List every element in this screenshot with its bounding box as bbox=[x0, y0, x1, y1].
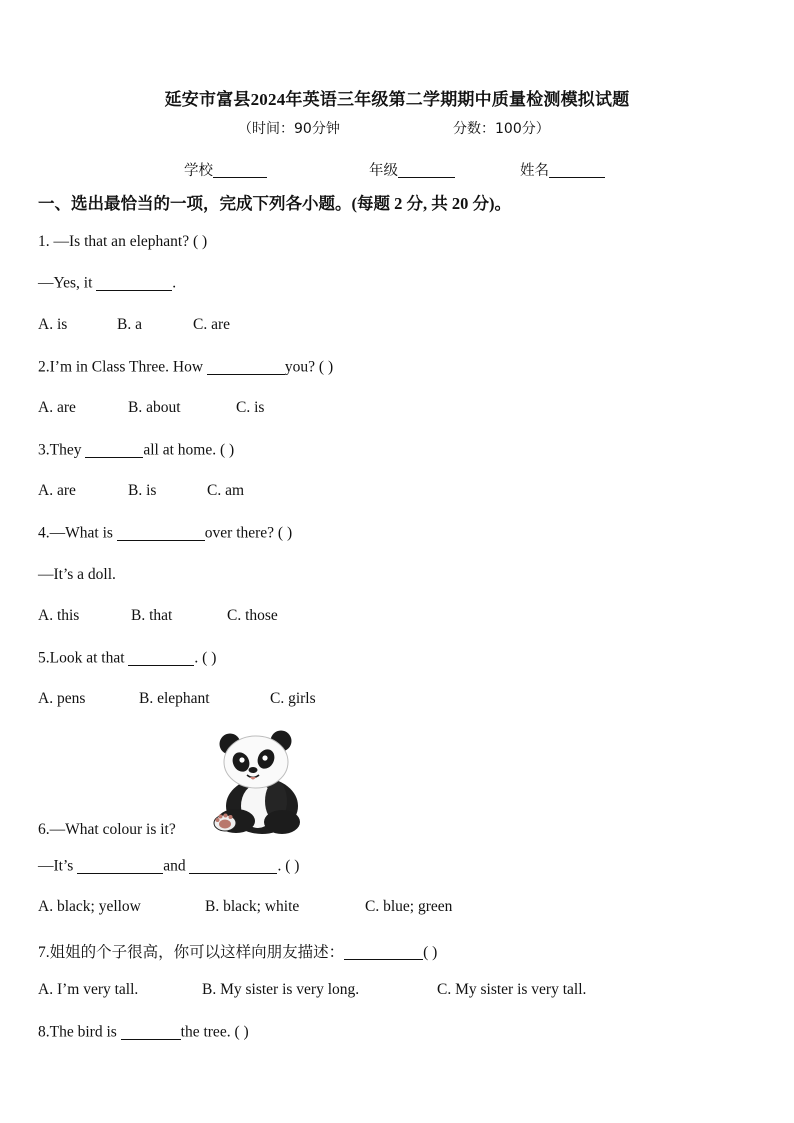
section-title: 一、选出最恰当的一项，完成下列各小题。(每题 2 分, 共 20 分)。 bbox=[38, 194, 511, 213]
page-title: 延安市富县2024年英语三年级第二学期期中质量检测模拟试题 bbox=[164, 90, 630, 109]
school-blank bbox=[213, 163, 267, 179]
question-3: 3.They all at home. ( ) bbox=[38, 441, 235, 459]
option-a: A. I’m very tall. bbox=[38, 981, 139, 998]
option-b: B. about bbox=[128, 399, 181, 416]
grade-field bbox=[369, 159, 455, 180]
panda-icon bbox=[208, 724, 308, 839]
name-label: 姓名 bbox=[520, 163, 549, 179]
answer-blank bbox=[77, 857, 163, 874]
answer-blank bbox=[121, 1023, 181, 1040]
option-b: B. My sister is very long. bbox=[202, 981, 360, 998]
question-1-answer-line: —Yes, it . bbox=[38, 274, 177, 292]
option-a: A. pens bbox=[38, 690, 86, 707]
option-c: C. am bbox=[207, 482, 245, 499]
option-a: A. are bbox=[38, 399, 76, 416]
name-blank bbox=[549, 163, 605, 179]
option-a: A. are bbox=[38, 482, 76, 499]
option-b: B. a bbox=[117, 316, 142, 333]
option-a: A. black; yellow bbox=[38, 898, 141, 915]
grade-blank bbox=[398, 163, 455, 179]
question-6: 6.—What colour is it? bbox=[38, 821, 176, 838]
school-field bbox=[184, 159, 267, 180]
question-1: 1. —Is that an elephant? ( ) bbox=[38, 233, 208, 250]
option-c: C. are bbox=[193, 316, 231, 333]
school-label: 学校 bbox=[184, 163, 213, 179]
option-b: B. that bbox=[131, 607, 173, 624]
answer-blank bbox=[85, 441, 143, 458]
exam-score: 分数：100分） bbox=[453, 121, 550, 137]
answer-blank bbox=[344, 944, 423, 961]
question-6-answer-line: —It’s and . ( ) bbox=[38, 857, 300, 875]
option-a: A. is bbox=[38, 316, 68, 333]
question-2: 2.I’m in Class Three. How you? ( ) bbox=[38, 358, 334, 376]
option-c: C. blue; green bbox=[365, 898, 453, 915]
option-c: C. is bbox=[236, 399, 265, 416]
option-b: B. elephant bbox=[139, 690, 210, 707]
option-c: C. My sister is very tall. bbox=[437, 981, 587, 998]
answer-blank bbox=[117, 524, 205, 541]
answer-blank bbox=[207, 358, 285, 375]
option-b: B. is bbox=[128, 482, 157, 499]
name-field bbox=[520, 159, 605, 180]
question-5: 5.Look at that . ( ) bbox=[38, 649, 217, 667]
question-4: 4.—What is over there? ( ) bbox=[38, 524, 293, 542]
answer-blank bbox=[189, 857, 277, 874]
option-b: B. black; white bbox=[205, 898, 300, 915]
grade-label: 年级 bbox=[369, 163, 398, 179]
option-c: C. girls bbox=[270, 690, 316, 707]
exam-time: （时间：90分钟 bbox=[238, 121, 340, 137]
answer-blank bbox=[128, 649, 194, 666]
answer-blank bbox=[96, 274, 172, 291]
option-a: A. this bbox=[38, 607, 80, 624]
question-7: 7.姐姐的个子很高，你可以这样向朋友描述： ( ) bbox=[38, 944, 438, 961]
question-8: 8.The bird is the tree. ( ) bbox=[38, 1023, 249, 1041]
question-4-answer-line: —It’s a doll. bbox=[38, 566, 116, 583]
option-c: C. those bbox=[227, 607, 278, 624]
